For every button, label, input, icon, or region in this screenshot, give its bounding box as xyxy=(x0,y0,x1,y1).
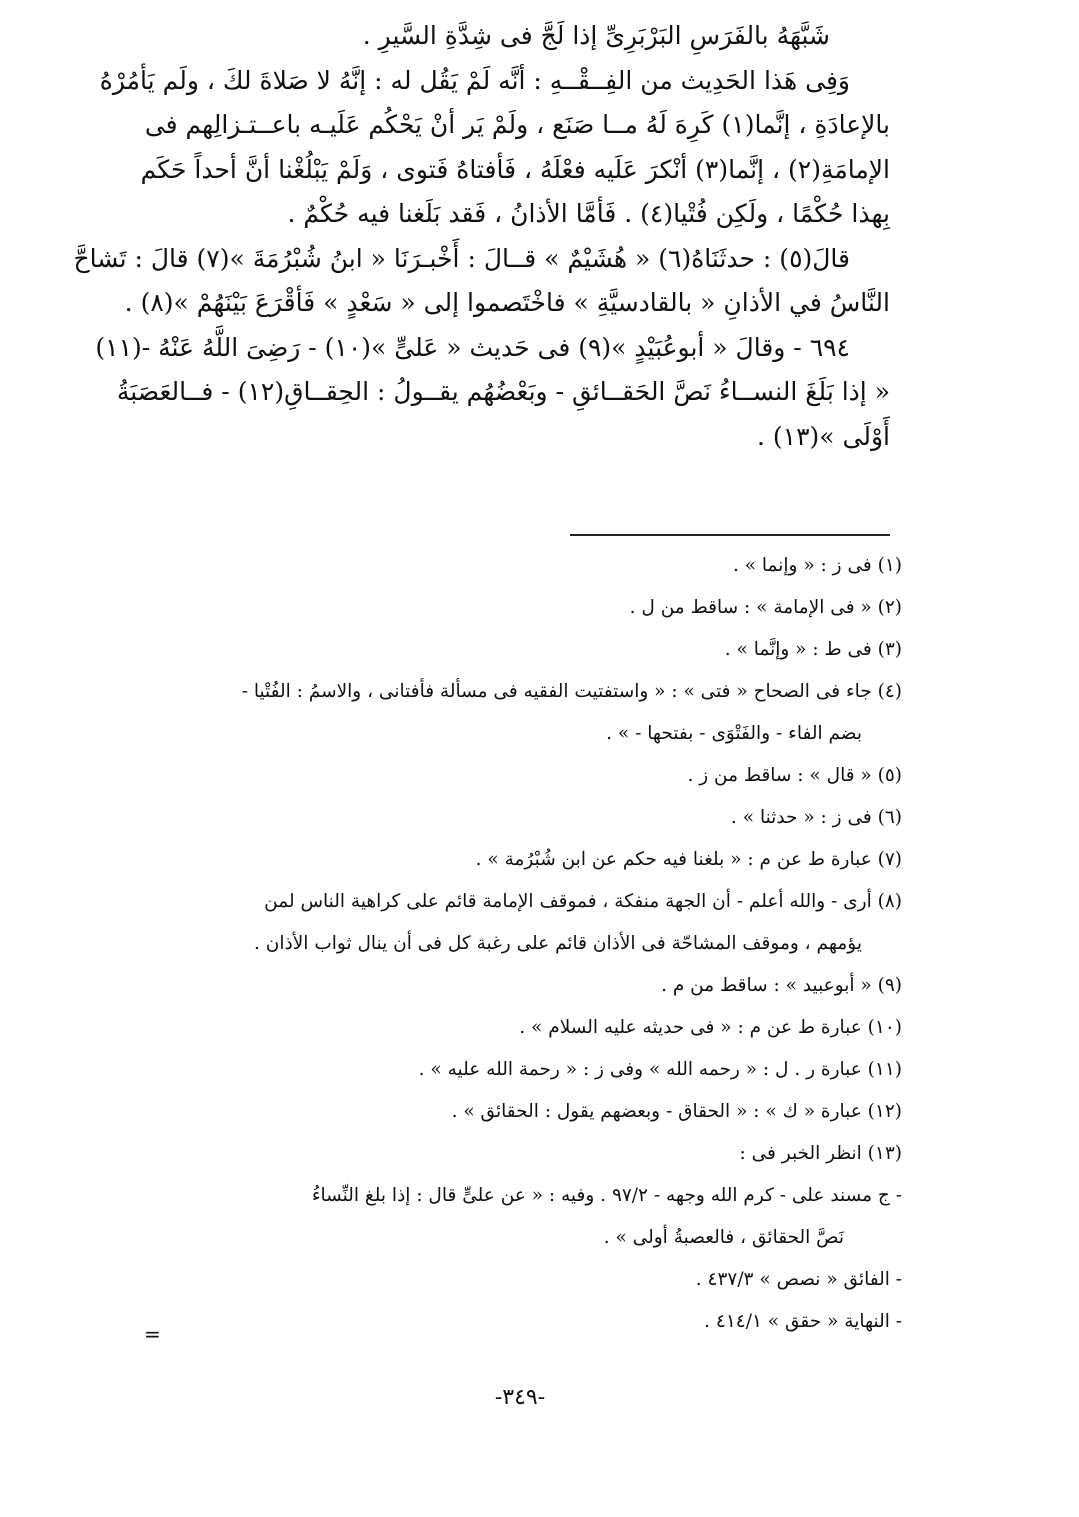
text-line: بالإعادَةِ ، إنَّما(١) كَرِهَ لَهُ مــا صَنَع ، ولَمْ يَر أنْ يَحْكُم عَلَيـه باعــتـزالِهم فى xyxy=(144,110,890,139)
footnote-divider xyxy=(570,534,890,536)
footnotes-block xyxy=(140,545,902,1343)
footnote: (١٣) انظر الخبر فى : xyxy=(739,1143,902,1164)
footnote: (١٢) عبارة « ك » : « الحقاق - وبعضهم يقول : الحقائق » . xyxy=(451,1101,902,1122)
footnote: (٧) عبارة ط عن م : « بلغنا فيه حكم عن ابن شُبْرُمة » . xyxy=(475,849,902,870)
text-line: شَبَّهَهُ بالفَرَسِ البَرْبَرِىِّ إذا لَجَّ فى شِدَّةِ السَّيرِ . xyxy=(362,21,830,50)
footnote: (١) فى ز : « وإنما » . xyxy=(732,555,902,576)
page-number: -٣٤٩- xyxy=(494,1385,546,1410)
text-line: النَّاسُ في الأذانِ « بالقادسيَّةِ » فاخْتَصموا إلى « سَعْدٍ » فَأقْرَعَ بَيْنَهُمْ »(٨) . xyxy=(124,288,890,317)
text-line: بِهذا حُكْمًا ، ولَكِن فُتْيا(٤) . فَأمَّا الأذانُ ، فَقد بَلَغنا فيه حُكْمٌ . xyxy=(287,199,890,228)
footnote-continuation: نَصَّ الحقائق ، فالعصبةُ أولى » . xyxy=(603,1227,844,1248)
footnote-reference: - ج مسند على - كرم الله وجهه - ٩٧/٢ . وفيه : « عن علىٍّ قال : إذا بلغ النِّساءُ xyxy=(311,1185,902,1206)
text-line: قالَ(٥) : حدثَنَاهُ(٦) « هُشَيْمٌ » قــالَ : أَخْبـرَنَا « ابنُ شُبْرُمَةَ »(٧) قالَ : تَشاحَّ xyxy=(73,243,850,273)
footnote: (١١) عبارة ر . ل : « رحمه الله » وفى ز : « رحمة الله عليه » . xyxy=(418,1059,902,1080)
footnote-continuation: بضم الفاء - والفَتْوَى - بفتحها - » . xyxy=(606,723,862,744)
footnote-continuation: يؤمهم ، وموقف المشاحّة فى الأذان قائم على رغبة كل فى أن ينال ثواب الأذان . xyxy=(254,933,862,954)
text-line: أَوْلَى »(١٣) . xyxy=(757,421,890,451)
text-line: « إذا بَلَغَ النســاءُ نَصَّ الحَقــائقِ - وبَعْضُهُم يقــولُ : الحِقــاقِ(١٢) - فــالعَصَبَةُ xyxy=(116,377,890,406)
footnote: (٥) « قال » : ساقط من ز . xyxy=(687,765,902,786)
footnote: (٨) أرى - والله أعلم - أن الجهة منفكة ، فموقف الإمامة قائم على كراهية الناس لمن xyxy=(264,891,902,912)
footnote: (١٠) عبارة ط عن م : « فى حديثه عليه السلام » . xyxy=(519,1017,902,1038)
footnote: (٦) فى ز : « حدثنا » . xyxy=(730,807,902,828)
footnote-reference: - النهاية « حقق » ٤١٤/١ . xyxy=(704,1311,902,1332)
margin-mark: = xyxy=(144,1322,161,1346)
footnote: (٢) « فى الإمامة » : ساقط من ل . xyxy=(629,597,902,618)
text-line: الإمامَةِ(٢) ، إنَّما(٣) أنْكرَ عَلَيه فعْلَهُ ، فَأفتاهُ فَتوى ، وَلَمْ يَبْلُغْنا أنَّ أحداً حَكَم xyxy=(140,154,890,184)
text-line: ٦٩٤ - وقالَ « أبوعُبَيْدٍ »(٩) فى حَديث « عَلىٍّ »(١٠) - رَضِىَ اللَّهُ عَنْهُ -(١١) xyxy=(95,332,850,362)
footnote: (٣) فى ط : « وإنَّما » . xyxy=(724,639,902,660)
main-text-block xyxy=(73,14,890,459)
footnote-reference: - الفائق « نصص » ٤٣٧/٣ . xyxy=(695,1269,902,1290)
footnote: (٤) جاء فى الصحاح « فتى » : « واستفتيت الفقيه فى مسألة فأفتانى ، والاسمُ : الفُتْيا - xyxy=(241,681,902,702)
text-line: وَفِى هَذا الحَدِيث من الفِــقْــهِ : أنَّه لَمْ يَقُل له : إنَّهُ لا صَلاةَ لكَ ، ولَم يَأمُرْهُ xyxy=(99,65,850,95)
footnote: (٩) « أبوعبيد » : ساقط من م . xyxy=(661,975,902,996)
